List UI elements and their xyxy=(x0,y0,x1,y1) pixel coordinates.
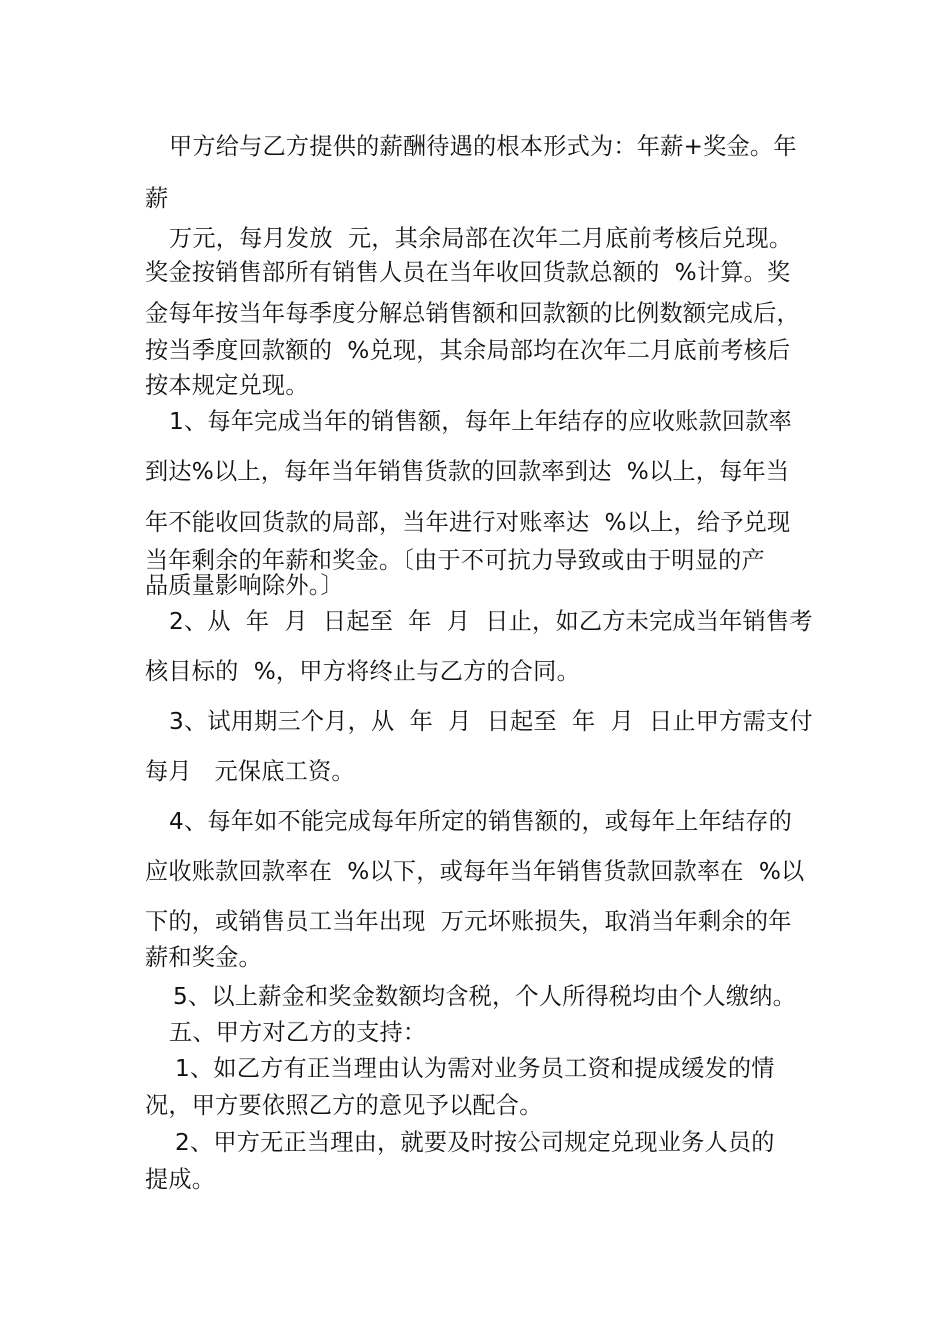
text-line: 3、试用期三个月，从 年 月 日起至 年 月 日止甲方需支付 xyxy=(169,708,813,735)
text-line: 甲方给与乙方提供的薪酬待遇的根本形式为：年薪+奖金。年 xyxy=(169,133,797,160)
text-line: 当年剩余的年薪和奖金。〔由于不可抗力导致或由于明显的产 xyxy=(145,547,765,574)
text-line: 万元，每月发放 元，其余局部在次年二月底前考核后兑现。 xyxy=(169,225,793,252)
text-line: 奖金按销售部所有销售人员在当年收回货款总额的 %计算。奖 xyxy=(145,259,791,286)
text-line: 按当季度回款额的 %兑现，其余局部均在次年二月底前考核后 xyxy=(145,337,791,364)
text-line: 提成。 xyxy=(145,1166,216,1193)
text-line: 1、如乙方有正当理由认为需对业务员工资和提成缓发的情 xyxy=(175,1055,775,1082)
text-line: 5、以上薪金和奖金数额均含税，个人所得税均由个人缴纳。 xyxy=(173,983,797,1010)
text-line: 品质量影响除外。〕 xyxy=(145,572,344,599)
text-line: 4、每年如不能完成每年所定的销售额的，或每年上年结存的 xyxy=(169,808,793,835)
text-line: 按本规定兑现。 xyxy=(145,372,309,399)
text-line: 薪 xyxy=(145,185,169,212)
text-line: 年不能收回货款的局部，当年进行对账率达 %以上，给予兑现 xyxy=(145,509,791,536)
text-line: 下的，或销售员工当年出现 万元坏账损失，取消当年剩余的年 xyxy=(145,908,792,935)
section-heading: 五、甲方对乙方的支持： xyxy=(169,1019,427,1046)
text-line: 况，甲方要依照乙方的意见予以配合。 xyxy=(145,1092,543,1119)
text-line: 每月 元保底工资。 xyxy=(145,758,355,785)
text-line: 2、甲方无正当理由，就要及时按公司规定兑现业务人员的 xyxy=(175,1129,775,1156)
text-line: 金每年按当年每季度分解总销售额和回款额的比例数额完成后， xyxy=(145,300,800,327)
text-line: 薪和奖金。 xyxy=(145,944,262,971)
text-line: 应收账款回款率在 %以下，或每年当年销售货款回款率在 %以 xyxy=(145,858,805,885)
text-line: 核目标的 %，甲方将终止与乙方的合同。 xyxy=(145,658,580,685)
text-line: 到达%以上，每年当年销售货款的回款率到达 %以上，每年当 xyxy=(145,458,790,485)
text-line: 2、从 年 月 日起至 年 月 日止，如乙方未完成当年销售考 xyxy=(169,608,813,635)
text-line: 1、每年完成当年的销售额，每年上年结存的应收账款回款率 xyxy=(169,408,793,435)
